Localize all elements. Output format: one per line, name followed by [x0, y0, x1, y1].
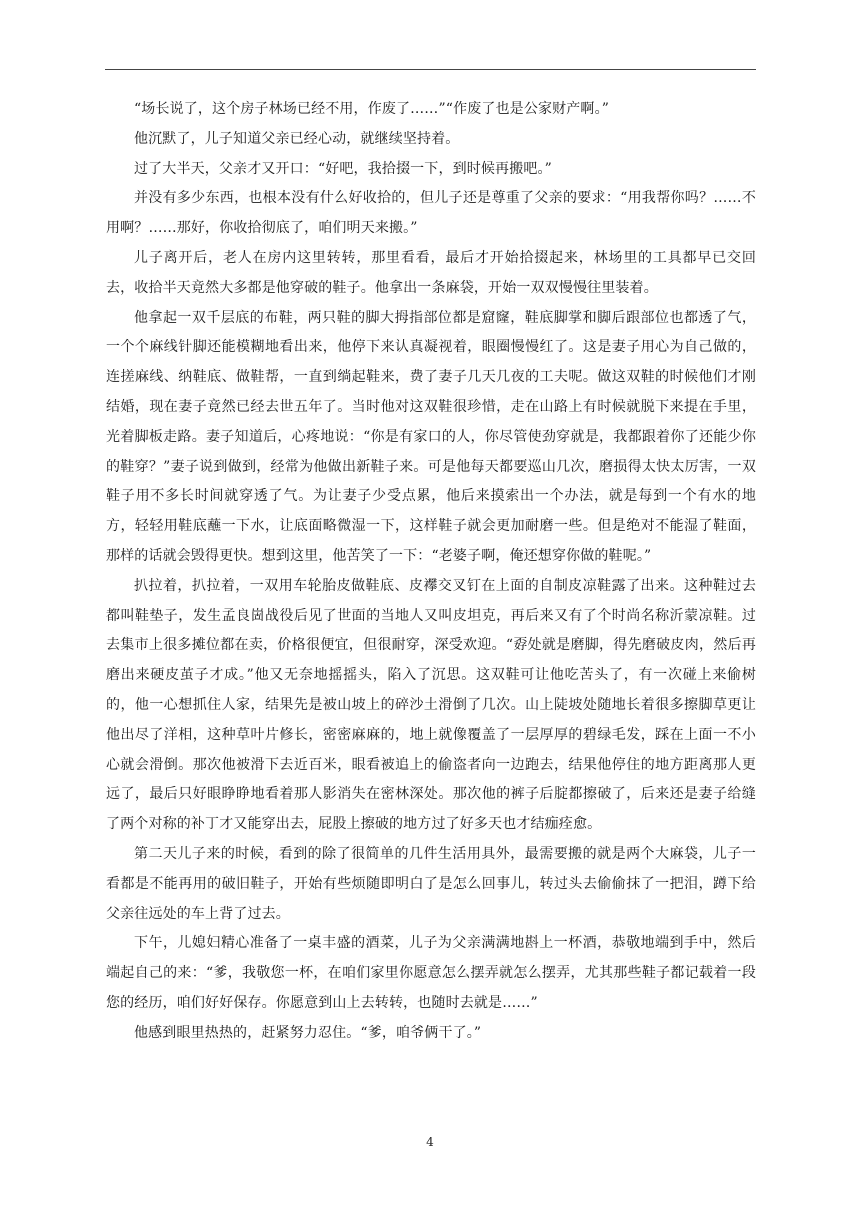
paragraph: 儿子离开后，老人在房内这里转转，那里看看，最后才开始拾掇起来，林场里的工具都早已交回去，收拾半天竟然大多都是他穿破的鞋子。他拿出一条麻袋，开始一双双慢慢往里装着。	[106, 249, 756, 296]
paragraph: 他沉默了，儿子知道父亲已经心动，就继续坚持着。	[134, 130, 460, 147]
paragraph: 第二天儿子来的时候，看到的除了很简单的几件生活用具外，最需要搬的就是两个大麻袋，儿子一看都是不能再用的破旧鞋子，开始有些烦随即明白了是怎么回事儿，转过头去偷偷抹了一把泪，蹲下给父亲往远处的车上背了过去。	[106, 845, 756, 922]
paragraph: 并没有多少东西，也根本没有什么好收拾的，但儿子还是尊重了父亲的要求：“用我帮你吗？……不用啊？……那好，你收拾彻底了，咱们明天来搬。”	[106, 190, 756, 237]
paragraph: 下午，儿媳妇精心准备了一桌丰盛的酒菜，儿子为父亲满满地斟上一杯酒，恭敬地端到手中，然后端起自己的来：“爹，我敬您一杯，在咱们家里你愿意怎么摆弄就怎么摆弄，尤其那些鞋子都记载着一段您的经历，咱们好好保存。你愿意到山上去转转，也随时去就是……”	[106, 935, 756, 1011]
paragraph: 他感到眼里热热的，赶紧努力忍住。“爹，咱爷俩干了。”	[134, 1024, 482, 1041]
paragraph: 他拿起一双千层底的布鞋，两只鞋的脚大拇指部位都是窟窿，鞋底脚掌和脚后跟部位也都透了气，一个个麻线针脚还能模糊地看出来，他停下来认真凝视着，眼圈慢慢红了。这是妻子用心为自己做的，连搓麻线、纳鞋底、做鞋帮，一直到绱起鞋来，费了妻子几天几夜的工夫呢。做这双鞋的时候他们才刚结婚，现在妻子竟然已经去世五年了。当时他对这双鞋很珍惜，走在山路上有时候就脱下来提在手里，光着脚板走路。妻子知道后，心疼地说：“你是有家口的人，你尽管使劲穿就是，我都跟着你了还能少你的鞋穿？”妻子说到做到，经常为他做出新鞋子来。可是他每天都要巡山几次，磨损得太快太厉害，一双鞋子用不多长时间就穿透了气。为让妻子少受点累，他后来摸索出一个办法，就是每到一个有水的地方，轻轻用鞋底蘸一下水，让底面略微湿一下，这样鞋子就会更加耐磨一些。但是绝对不能湿了鞋面，那样的话就会毁得更快。想到这里，他苦笑了一下：“老婆子啊，俺还想穿你做的鞋呢。”	[106, 309, 756, 564]
page-number: 4	[426, 1135, 434, 1149]
paragraph: 过了大半天，父亲才又开口：“好吧，我拾掇一下，到时候再搬吧。”	[134, 160, 552, 177]
paragraph: 扒拉着，扒拉着，一双用车轮胎皮做鞋底、皮襻交叉钉在上面的自制皮凉鞋露了出来。这种鞋过去都叫鞋垫子，发生孟良崮战役后见了世面的当地人又叫皮坦克，再后来又有了个时尚名称沂蒙凉鞋。过去集市上很多摊位都在卖，价格很便宜，但很耐穿，深受欢迎。“孬处就是磨脚，得先磨破皮肉，然后再磨出来硬皮茧子才成。”他又无奈地摇摇头，陷入了沉思。这双鞋可让他吃苦头了，有一次碰上来偷树的，他一心想抓住人家，结果先是被山坡上的碎沙土滑倒了几次。山上陡坡处随地长着很多擦脚草更让他出尽了洋相，这种草叶片修长，密密麻麻的，地上就像覆盖了一层厚厚的碧绿毛发，踩在上面一不小心就会滑倒。那次他被滑下去近百米，眼看被追上的偷盗者向一边跑去，结果他停住的地方距离那人更远了，最后只好眼睁睁地看着那人影消失在密林深处。那次他的裤子后腚都擦破了，后来还是妻子给缝了两个对称的补丁才又能穿出去，屁股上擦破的地方过了好多天也才结痂痊愈。	[106, 577, 756, 833]
header-rule	[105, 69, 756, 70]
document-body	[106, 95, 756, 1049]
paragraph: “场长说了，这个房子林场已经不用，作废了……”“作废了也是公家财产啊。”	[134, 101, 610, 117]
